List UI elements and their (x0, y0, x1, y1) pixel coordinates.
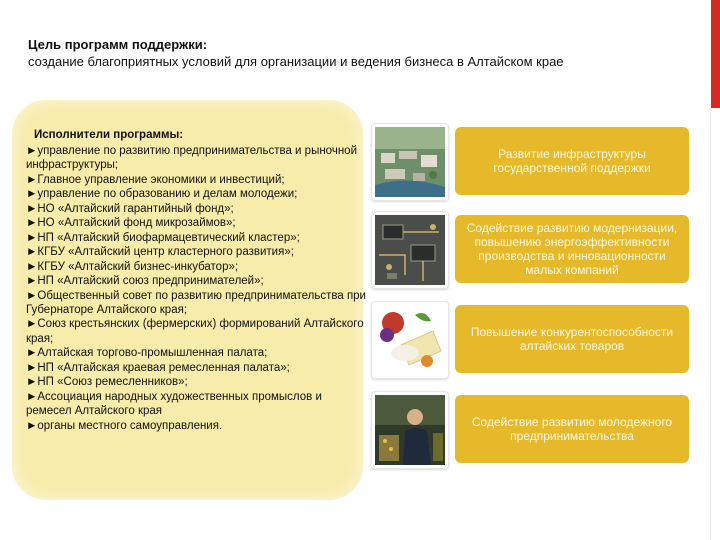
direction-row-youth (371, 395, 693, 463)
accent-edge-bar (711, 0, 720, 108)
list-item: ►Союз крестьянских (фермерских) формирований Алтайского края; (26, 318, 364, 345)
circuit-board-photo-icon (371, 211, 449, 289)
direction-label: Повышение конкурентоспособности алтайских товаров (470, 325, 674, 353)
direction-row-infrastructure (371, 127, 693, 195)
list-item: ►Главное управление экономики и инвестиций; (26, 173, 285, 186)
direction-label: Развитие инфраструктуры государственной поддержки (493, 147, 651, 175)
food-products-photo-icon (371, 301, 449, 379)
executors-panel (12, 100, 366, 500)
list-item: ►НП «Союз ремесленников»; (26, 376, 188, 389)
direction-bar (455, 127, 689, 195)
direction-label: Содействие развитию молодежного предпринимательства (471, 415, 673, 443)
list-item: ►НО «Алтайский гарантийный фонд»; (26, 202, 234, 215)
city-aerial-photo-icon (371, 123, 449, 201)
list-item: ►Ассоциация народных художественных промыслов и ремесел Алтайского края (26, 390, 322, 418)
slide-header (28, 36, 688, 70)
executors-heading: Исполнители программы: (34, 129, 184, 141)
young-worker-photo-icon (371, 391, 449, 469)
list-item: ►управление по развитию предпринимательства и рыночной инфраструктуры; (26, 145, 357, 172)
goal-title: Цель программ поддержки: (28, 37, 208, 52)
direction-label: Содействие развитию модернизации, повышению энергоэффективности производства и инновационности малых компаний (466, 221, 678, 277)
list-item: ►управление по образованию и делам молодежи; (26, 188, 298, 201)
direction-bar (455, 305, 689, 373)
list-item: ►НО «Алтайский фонд микрозаймов»; (26, 217, 236, 230)
direction-bar (455, 215, 689, 283)
list-item: ►НП «Алтайский союз предпринимателей»; (26, 275, 264, 288)
list-item: ►органы местного самоуправления. (26, 419, 223, 432)
list-item: ►КГБУ «Алтайский центр кластерного развития»; (26, 246, 294, 259)
edge-strip (710, 108, 720, 540)
goal-text: создание благоприятных условий для организации и ведения бизнеса в Алтайском крае (28, 54, 564, 69)
list-item: ►КГБУ «Алтайский бизнес-инкубатор»; (26, 260, 239, 273)
direction-row-competitiveness (371, 305, 693, 373)
executors-list (26, 144, 366, 433)
list-item: ►Общественный совет по развитию предпринимательства при Губернаторе Алтайского края; (26, 289, 366, 316)
list-item: ►НП «Алтайский биофармацевтический кластер»; (26, 231, 300, 244)
list-item: ►Алтайская торгово-промышленная палата; (26, 347, 268, 360)
direction-row-modernization (371, 215, 693, 283)
list-item: ►НП «Алтайская краевая ремесленная палата»; (26, 361, 290, 374)
direction-bar (455, 395, 689, 463)
